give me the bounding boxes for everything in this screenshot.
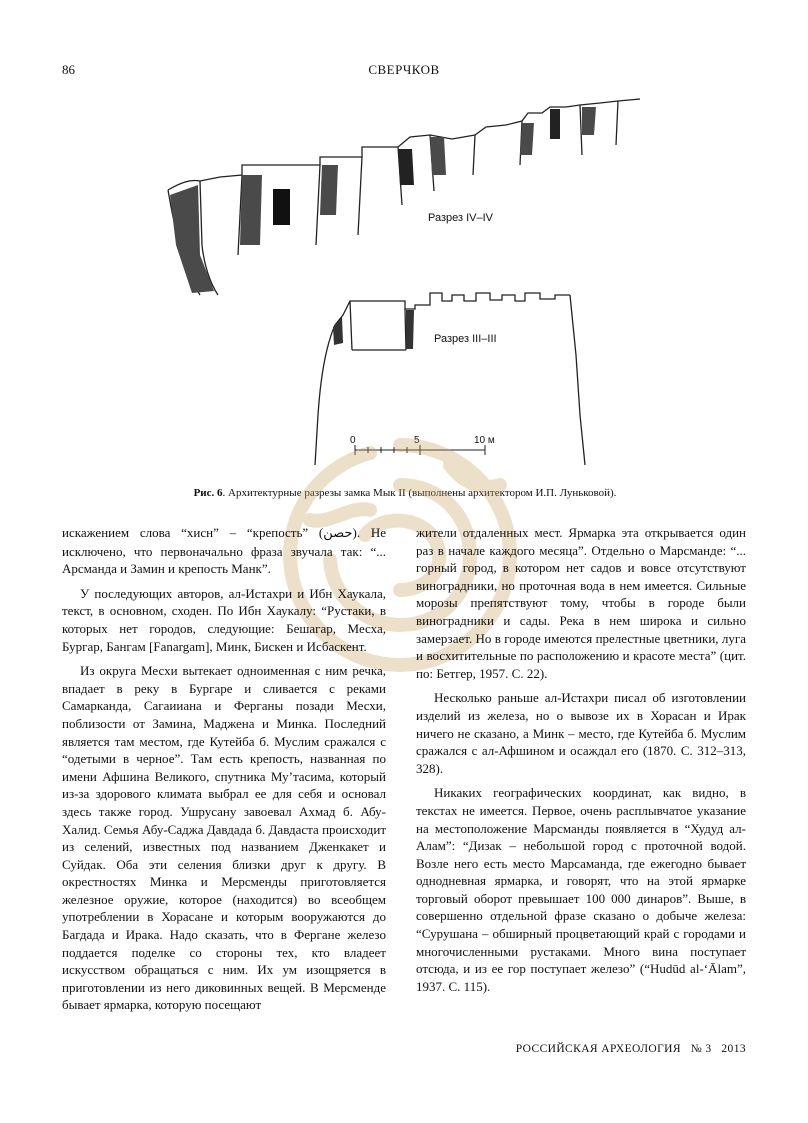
journal-name: РОССИЙСКАЯ АРХЕОЛОГИЯ	[515, 1043, 681, 1055]
paragraph-text: искажением слова “хисн” – “крепость” (	[62, 525, 324, 540]
section-iii-label: Разрез III–III	[434, 333, 497, 345]
section-drawing	[130, 95, 690, 470]
figure-caption	[60, 487, 750, 499]
section-iv-shading	[170, 107, 596, 293]
page-number: 86	[62, 62, 75, 77]
right-text-column	[416, 524, 746, 1002]
scale-label-5: 5	[414, 435, 420, 446]
scale-bar	[355, 445, 485, 455]
paragraph: жители отдаленных мест. Ярмарка эта открывается один раз в начале каждого месяца”. Отдельно о Марсманде: “... горный город, в котором нет садов и вовсе отсутствуют виноградники, но проточная вода в нем имеется. Сильные морозы препятствуют тому, чтобы в городе были виноградники и сады. Река в нем широка и сильно замерзает. Но в городе имеются прелестные цветники, луга и восхитительные по расположению и красоте места” (цит. по: Бетгер, 1957. С. 22).	[416, 525, 746, 681]
section-iv-profile	[168, 99, 640, 295]
scale-label-0: 0	[350, 435, 356, 446]
section-iv-label: Разрез IV–IV	[428, 212, 494, 224]
year: 2013	[721, 1043, 746, 1055]
paragraph: Никаких географических координат, как видно, в текстах не имеется. Первое, очень расплывчатое указание на местоположение Марсманды появляется в “Худуд ал-Алам”: “Дизак – небольшой город с проточной водой. Возле него есть место Марсаманда, где ежегодно бывает однодневная ярмарка, и говорят, что на этой ярмарке торговый оборот превышает 100 000 динаров”. Выше, в совершенно отдельной фразе сказано о добыче железа: “Сурушана – обширный процветающий край с городами и многочисленными рустаками. Много вина поступает отсюда, и из ее гор поступает железо” (“Hudūd al-‘Ālam”, 1937. С. 115).	[416, 785, 746, 994]
caption-label: Рис. 6	[193, 487, 223, 499]
running-head: СВЕРЧКОВ	[368, 62, 440, 77]
architectural-sections-figure	[130, 95, 690, 470]
paragraph	[62, 524, 386, 578]
arabic-word: حصن	[323, 526, 353, 541]
caption-text: . Архитектурные разрезы замка Мык II (выполнены архитектором И.П. Луньковой).	[222, 487, 617, 499]
scale-label-10: 10 м	[474, 435, 495, 446]
left-text-column	[62, 524, 386, 1021]
paragraph: Из округа Месхи вытекает одноименная с ним речка, впадает в реку в Бургаре и сливается с реками Самарканда, Сагаииана и Ферганы позади Месхи, поблизости от Замина, Маджена и Минка. Последний является там местом, где Кутейба б. Муслим сражался с “одетыми в черное”. Там есть крепость, названная по имени Афшина Великого, спутника Му’тасима, который из-за здорового климата выбрал ее для себя и основал здесь также город. Ушрусану завоевал Ахмад б. Абу-Халид. Семья Абу-Саджа Давдада б. Давдаста происходит из селений, известных под названием Дженкакет и Суйдак. Оба эти селения близки друг к другу. В окрестностях Минка и Мерсменды приготовляется железное оружие, которое (находится) во всеобщем употреблении в Хорасане и которым вооружаются до Багдада и Ирака. Надо сказать, что в Фергане железо поддается поделке со стороны тех, кто владеет искусством обращаться с ним. Их ум изощряется в приготовлении из него диковинных вещей. В Мерсменде бывает ярмарка, которую посещают	[62, 663, 386, 1013]
section-iii-shading	[333, 310, 414, 349]
journal-footer	[516, 1043, 746, 1055]
paragraph: Несколько раньше ал-Истахри писал об изготовлении изделий из железа, но о вывозе их в Хорасан и Ирак ничего не сказано, а Минк – место, где Кутейба б. Муслим сражался с ал-Афшином и осаждал его (1870. С. 312–313, 328).	[416, 690, 746, 776]
issue-number: № 3	[690, 1043, 712, 1055]
paragraph: У последующих авторов, ал-Истахри и Ибн Хаукала, текст, в основном, сходен. По Ибн Хаукалу: “Рустаки, в которых нет городов, следующие: Бешагар, Месха, Бургар, Бангам [Fanargam], Минк, Бискен и Исбаскент.	[62, 585, 386, 654]
paragraph-text: ). Не исключено, что первоначально фраза звучала так: “... Арсманда и Замин и крепость Манк”.	[62, 525, 386, 577]
